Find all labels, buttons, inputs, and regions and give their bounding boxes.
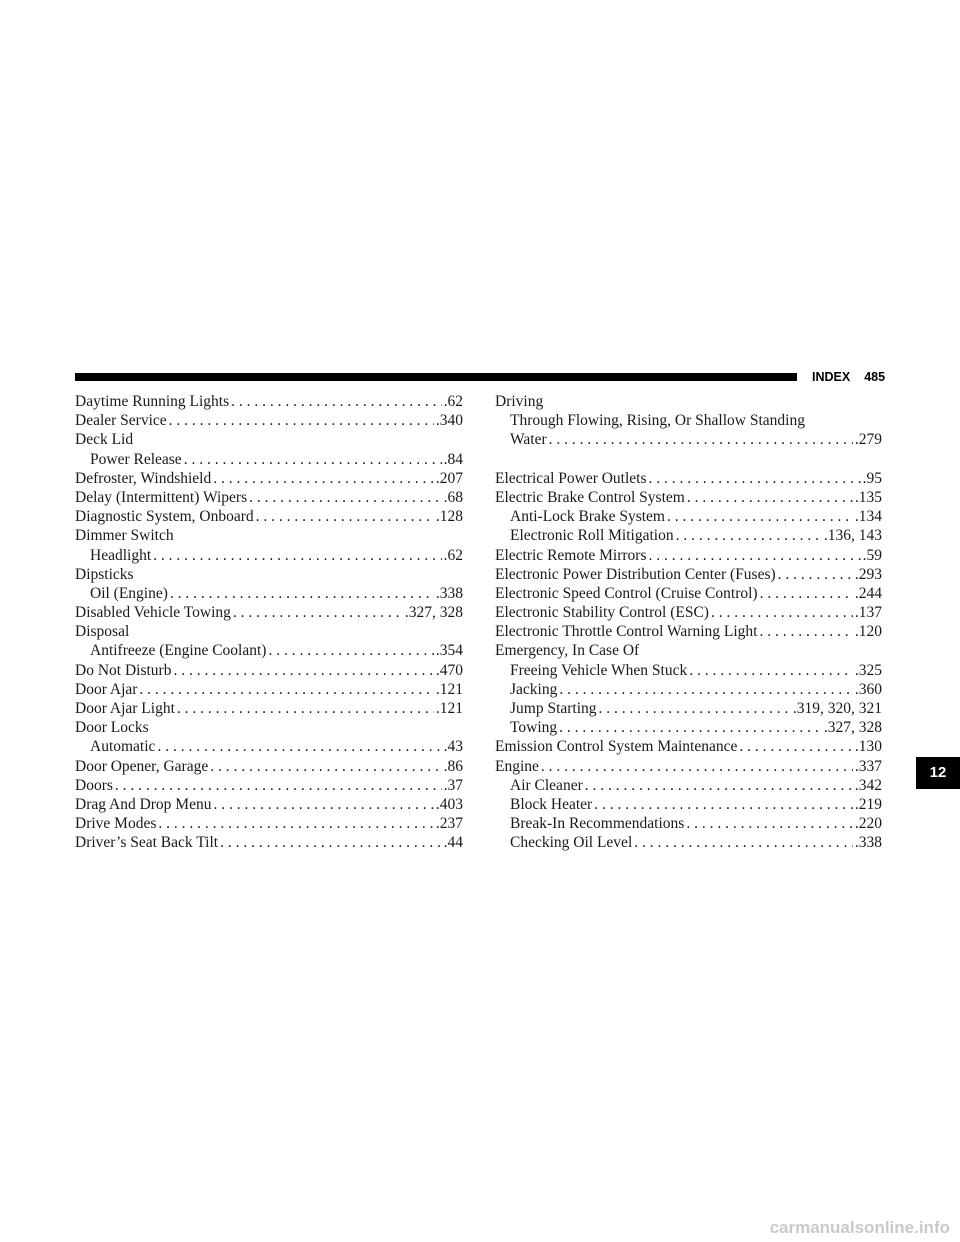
dot-leader	[760, 584, 853, 603]
entry-page-ref[interactable]: .325	[854, 661, 882, 679]
entry-term: Dimmer Switch	[75, 527, 174, 545]
entry-term: Jump Starting	[510, 700, 597, 717]
dot-leader	[256, 507, 434, 526]
index-subentry	[495, 507, 882, 526]
entry-term: Emission Control System Maintenance	[495, 738, 738, 756]
index-entry	[75, 488, 463, 507]
index-entry	[75, 718, 463, 737]
dot-leader	[177, 699, 434, 718]
entry-term: Electric Brake Control System	[495, 488, 685, 506]
chapter-tab[interactable]: 12	[916, 757, 960, 789]
index-subentry	[495, 699, 882, 718]
entry-term: Driving	[495, 393, 544, 410]
entry-page-ref[interactable]: .293	[854, 565, 882, 583]
index-entry	[75, 411, 463, 430]
entry-page-ref[interactable]: .68	[443, 488, 463, 506]
entry-page-ref[interactable]: .135	[854, 488, 882, 506]
index-entry	[495, 757, 882, 776]
index-entry	[495, 565, 882, 584]
entry-term: Jacking	[510, 680, 558, 698]
entry-term: Towing	[510, 719, 558, 737]
entry-term: Emergency, In Case Of	[495, 642, 640, 660]
dot-leader	[210, 757, 441, 776]
index-subentry	[495, 776, 882, 795]
entry-page-ref[interactable]: .279	[854, 431, 882, 449]
entry-term: Electric Remote Mirrors	[495, 546, 647, 564]
dot-leader	[213, 469, 434, 488]
entry-term: Headlight	[90, 546, 152, 564]
entry-term: Electrical Power Outlets	[495, 469, 647, 487]
index-subentry	[495, 526, 882, 545]
dot-leader	[585, 776, 853, 795]
entry-page-ref[interactable]: .59	[862, 546, 882, 564]
entry-page-ref[interactable]: .62	[443, 546, 463, 564]
index-subentry	[495, 411, 882, 430]
entry-page-ref[interactable]: .130	[854, 738, 882, 756]
entry-page-ref[interactable]: .337	[854, 757, 882, 775]
entry-page-ref[interactable]: .319, 320, 321	[792, 700, 882, 717]
entry-term: Diagnostic System, Onboard	[75, 508, 254, 526]
entry-term: Disposal	[75, 623, 130, 641]
entry-page-ref[interactable]: .121	[435, 700, 463, 717]
index-entry	[75, 507, 463, 526]
entry-term: Do Not Disturb	[75, 661, 172, 679]
entry-page-ref[interactable]: .338	[435, 584, 463, 602]
index-subentry	[495, 814, 882, 833]
index-entry	[495, 737, 882, 756]
entry-page-ref[interactable]: .219	[854, 795, 882, 813]
entry-term: Break-In Recommendations	[510, 815, 685, 833]
dot-leader	[559, 680, 853, 699]
dot-leader	[739, 737, 852, 756]
dot-leader	[173, 661, 433, 680]
dot-leader	[594, 795, 853, 814]
entry-term: Checking Oil Level	[510, 834, 633, 852]
index-entry	[75, 833, 463, 852]
entry-spacer	[495, 450, 882, 469]
dot-leader	[687, 488, 853, 507]
index-entry	[75, 680, 463, 699]
dot-leader	[549, 430, 853, 449]
index-entry	[495, 641, 882, 660]
index-subentry	[75, 546, 463, 565]
entry-page-ref[interactable]: .62	[443, 393, 463, 410]
entry-page-ref[interactable]: .44	[443, 834, 463, 852]
dot-leader	[170, 584, 434, 603]
index-entry	[495, 392, 882, 411]
entry-page-ref[interactable]: .244	[854, 584, 882, 602]
dot-leader	[686, 814, 853, 833]
entry-page-ref[interactable]: .207	[435, 469, 463, 487]
entry-term: Door Locks	[75, 719, 149, 737]
entry-term: Automatic	[90, 738, 156, 756]
dot-leader	[711, 603, 853, 622]
dot-leader	[249, 488, 442, 507]
dot-leader	[231, 392, 441, 411]
entry-page-ref[interactable]: .470	[435, 661, 463, 679]
entry-page-ref[interactable]: .403	[435, 795, 463, 813]
index-subentry	[495, 718, 882, 737]
watermark: carmanualsonline.info	[769, 1218, 950, 1237]
index-entry	[495, 469, 882, 488]
entry-page-ref[interactable]: .84	[443, 450, 463, 468]
index-entry	[75, 795, 463, 814]
entry-term: Freeing Vehicle When Stuck	[510, 661, 688, 679]
index-entry	[75, 430, 463, 449]
index-subentry	[75, 641, 463, 660]
dot-leader	[220, 833, 442, 852]
entry-term: Door Opener, Garage	[75, 757, 209, 775]
dot-leader	[689, 661, 853, 680]
header-rule	[75, 373, 797, 381]
index-subentry	[495, 833, 882, 852]
entry-term: Anti-Lock Brake System	[510, 508, 665, 526]
entry-term: Door Ajar Light	[75, 700, 175, 717]
page-number: 485	[864, 370, 886, 384]
dot-leader	[599, 699, 791, 718]
entry-term: Electronic Throttle Control Warning Light	[495, 623, 758, 641]
dot-leader	[541, 757, 853, 776]
index-entry	[75, 776, 463, 795]
dot-leader	[778, 565, 853, 584]
dot-leader	[634, 833, 853, 852]
index-entry	[75, 661, 463, 680]
dot-leader	[268, 641, 433, 660]
entry-term: Driver’s Seat Back Tilt	[75, 834, 219, 852]
index-subentry	[495, 661, 882, 680]
entry-term: Deck Lid	[75, 431, 134, 449]
entry-term: Electronic Power Distribution Center (Fuses)	[495, 565, 776, 583]
entry-page-ref[interactable]: .37	[443, 776, 463, 794]
dot-leader	[158, 814, 434, 833]
entry-page-ref[interactable]: .136, 143	[823, 527, 882, 545]
entry-term: Electronic Roll Mitigation	[510, 527, 674, 545]
entry-page-ref[interactable]: .354	[435, 642, 463, 660]
dot-leader	[559, 718, 822, 737]
entry-page-ref[interactable]: .128	[435, 508, 463, 526]
entry-page-ref[interactable]: .327, 328	[823, 719, 882, 737]
entry-term: Defroster, Windshield	[75, 469, 212, 487]
entry-page-ref[interactable]: .120	[854, 623, 882, 641]
entry-term: Power Release	[90, 450, 182, 468]
index-subentry	[495, 430, 882, 449]
entry-term: Block Heater	[510, 795, 593, 813]
index-entry	[495, 488, 882, 507]
entry-term: Oil (Engine)	[90, 584, 168, 602]
entry-term: Disabled Vehicle Towing	[75, 604, 231, 622]
entry-term: Door Ajar	[75, 680, 138, 698]
entry-term: Through Flowing, Rising, Or Shallow Standing	[510, 412, 805, 430]
entry-term: Dealer Service	[75, 412, 167, 430]
dot-leader	[169, 411, 434, 430]
entry-page-ref[interactable]: .137	[854, 604, 882, 622]
entry-term: Delay (Intermittent) Wipers	[75, 488, 248, 506]
entry-term: Drive Modes	[75, 815, 157, 833]
entry-term: Water	[510, 431, 547, 449]
index-subentry	[75, 737, 463, 756]
index-column-left	[75, 392, 463, 853]
entry-term: Daytime Running Lights	[75, 393, 230, 410]
running-header	[812, 369, 885, 385]
section-title: INDEX	[812, 370, 851, 384]
entry-page-ref[interactable]: .220	[854, 815, 882, 833]
dot-leader	[115, 776, 442, 795]
index-entry	[75, 565, 463, 584]
index-entry	[75, 757, 463, 776]
entry-page-ref[interactable]: .86	[443, 757, 463, 775]
index-entry	[495, 603, 882, 622]
dot-leader	[649, 469, 861, 488]
entry-page-ref[interactable]: .342	[854, 776, 882, 794]
index-subentry	[75, 584, 463, 603]
index-entry	[75, 469, 463, 488]
index-entry	[75, 603, 463, 622]
index-subentry	[75, 450, 463, 469]
entry-page-ref[interactable]: .340	[435, 412, 463, 430]
entry-term: Dipsticks	[75, 565, 134, 583]
index-subentry	[495, 680, 882, 699]
entry-page-ref[interactable]: .360	[854, 680, 882, 698]
entry-term: Engine	[495, 757, 539, 775]
entry-page-ref[interactable]: .43	[443, 738, 463, 756]
entry-page-ref[interactable]: .95	[862, 469, 882, 487]
dot-leader	[153, 546, 442, 565]
entry-page-ref[interactable]: .121	[435, 680, 463, 698]
dot-leader	[184, 450, 442, 469]
dot-leader	[213, 795, 433, 814]
entry-term: Antifreeze (Engine Coolant)	[90, 642, 267, 660]
index-entry	[75, 392, 463, 411]
dot-leader	[676, 526, 822, 545]
entry-term: Drag And Drop Menu	[75, 795, 212, 813]
entry-term: Electronic Speed Control (Cruise Control)	[495, 584, 758, 602]
entry-page-ref[interactable]: .327, 328	[404, 604, 463, 622]
entry-term: Electronic Stability Control (ESC)	[495, 604, 709, 622]
index-entry	[495, 584, 882, 603]
dot-leader	[667, 507, 853, 526]
index-entry	[495, 546, 882, 565]
dot-leader	[649, 546, 861, 565]
index-entry	[75, 814, 463, 833]
index-entry	[495, 622, 882, 641]
dot-leader	[233, 603, 403, 622]
index-entry	[75, 526, 463, 545]
entry-page-ref[interactable]: .237	[435, 815, 463, 833]
index-subentry	[495, 795, 882, 814]
index-column-right	[495, 392, 882, 853]
entry-term: Doors	[75, 776, 113, 794]
index-entry	[75, 699, 463, 718]
entry-term: Air Cleaner	[510, 776, 583, 794]
entry-page-ref[interactable]: .134	[854, 508, 882, 526]
index-entry	[75, 622, 463, 641]
entry-page-ref[interactable]: .338	[854, 834, 882, 852]
dot-leader	[760, 622, 853, 641]
dot-leader	[157, 737, 441, 756]
dot-leader	[139, 680, 433, 699]
